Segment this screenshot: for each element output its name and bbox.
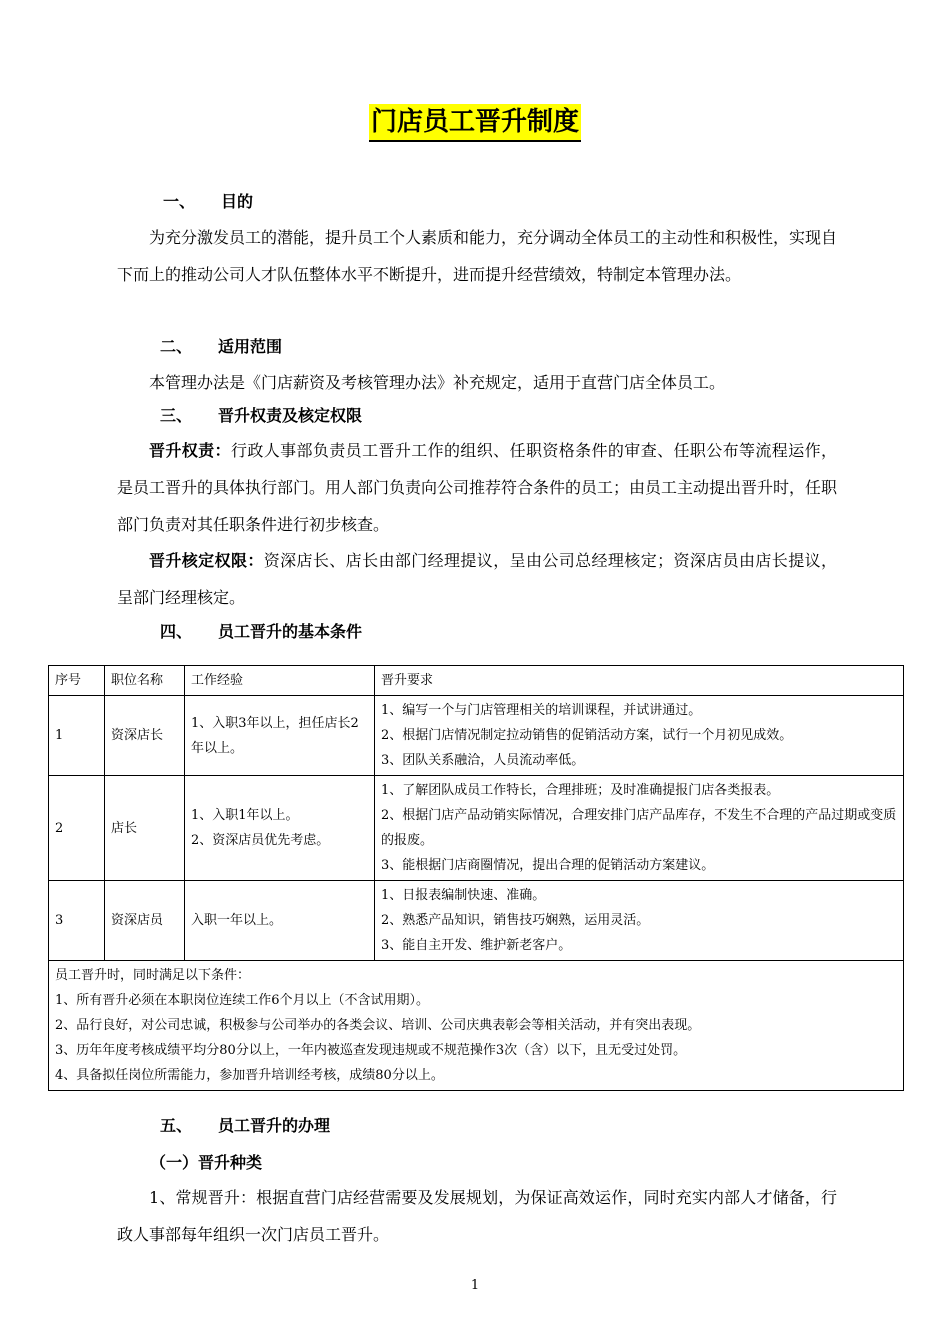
requirement-line: 1、编写一个与门店管理相关的培训课程，并试讲通过。 xyxy=(381,703,702,718)
rights-paragraph xyxy=(117,432,837,543)
cell-experience: 1、入职1年以上。 2、资深店员优先考虑。 xyxy=(185,776,375,881)
section-heading-1 xyxy=(163,191,253,213)
requirement-line: 1、日报表编制快速、准确。 xyxy=(381,888,546,903)
approval-label: 晋升核定权限： xyxy=(149,551,264,570)
section-heading-5 xyxy=(160,1115,330,1137)
section-title: 适用范围 xyxy=(218,337,283,356)
requirement-line: 3、能自主开发、维护新老客户。 xyxy=(381,938,572,953)
conditions-table xyxy=(48,665,904,1091)
requirement-line: 2、根据门店情况制定拉动销售的促销活动方案，试行一个月初见成效。 xyxy=(381,728,793,743)
scope-paragraph: 本管理办法是《门店薪资及考核管理办法》补充规定，适用于直营门店全体员工。 xyxy=(149,373,726,392)
condition-line: 1、所有晋升必须在本职岗位连续工作6个月以上（不含试用期）。 xyxy=(55,993,430,1008)
table-footer-row xyxy=(49,961,904,1091)
table-header-row xyxy=(49,666,904,696)
cell-no: 3 xyxy=(49,881,105,961)
page-number: 1 xyxy=(470,1278,480,1293)
section-title: 目的 xyxy=(221,192,254,211)
rights-label: 晋升权责： xyxy=(149,441,231,460)
subsection-heading: （一）晋升种类 xyxy=(150,1153,263,1172)
cell-requirements xyxy=(375,696,904,776)
rights-text: 行政人事部负责员工晋升工作的组织、任职资格条件的审查、任职公布等流程运作，是员工晋升的具体执行部门。用人部门负责向公司推荐符合条件的员工；由员工主动提出晋升时，任职部门负责对其任职条件进行初步核查。 xyxy=(117,441,838,534)
table-row xyxy=(49,696,904,776)
cell-experience: 入职一年以上。 xyxy=(185,881,375,961)
requirement-line: 3、能根据门店商圈情况，提出合理的促销活动方案建议。 xyxy=(381,858,715,873)
cell-experience: 1、入职3年以上，担任店长2年以上。 xyxy=(185,696,375,776)
condition-line: 员工晋升时，同时满足以下条件： xyxy=(55,968,251,983)
condition-line: 3、历年年度考核成绩平均分80分以上，一年内被巡查发现违规或不规范操作3次（含）以下，且无受过处罚。 xyxy=(55,1043,687,1058)
table-row xyxy=(49,881,904,961)
section-heading-2 xyxy=(160,336,282,358)
requirement-line: 1、了解团队成员工作特长，合理排班；及时准确提报门店各类报表。 xyxy=(381,783,780,798)
section-number: 三、 xyxy=(160,406,193,425)
condition-line: 2、品行良好，对公司忠诚，积极参与公司举办的各类会议、培训、公司庆典表彰会等相关活动，并有突出表现。 xyxy=(55,1018,701,1033)
approval-text: 资深店长、店长由部门经理提议，呈由公司总经理核定；资深店员由店长提议，呈部门经理核定。 xyxy=(117,551,837,607)
cell-no: 1 xyxy=(49,696,105,776)
cell-position: 资深店员 xyxy=(105,881,185,961)
section-title: 员工晋升的基本条件 xyxy=(218,622,363,641)
purpose-paragraph: 为充分激发员工的潜能，提升员工个人素质和能力，充分调动全体员工的主动性和积极性，实现自下而上的推动公司人才队伍整体水平不断提升，进而提升经营绩效，特制定本管理办法。 xyxy=(117,228,838,284)
cell-position: 店长 xyxy=(105,776,185,881)
header-experience: 工作经验 xyxy=(185,666,375,696)
title-wrap xyxy=(0,104,950,142)
header-requirements: 晋升要求 xyxy=(375,666,904,696)
cell-no: 2 xyxy=(49,776,105,881)
section-number: 二、 xyxy=(160,337,193,356)
document-title: 门店员工晋升制度 xyxy=(369,104,581,142)
section-number: 一、 xyxy=(163,192,196,211)
section-title: 晋升权责及核定权限 xyxy=(218,406,363,425)
requirement-line: 3、团队关系融洽，人员流动率低。 xyxy=(381,753,585,768)
approval-paragraph xyxy=(117,542,837,616)
section-heading-4 xyxy=(160,621,362,643)
cell-position: 资深店长 xyxy=(105,696,185,776)
requirement-line: 2、熟悉产品知识，销售技巧娴熟，运用灵活。 xyxy=(381,913,650,928)
condition-line: 4、具备拟任岗位所需能力，参加晋升培训经考核，成绩80分以上。 xyxy=(55,1068,444,1083)
cell-requirements xyxy=(375,776,904,881)
section-number: 五、 xyxy=(160,1116,193,1135)
section-heading-3 xyxy=(160,405,362,427)
requirement-line: 2、根据门店产品动销实际情况，合理安排门店产品库存，不发生不合理的产品过期或变质的报废。 xyxy=(381,808,897,848)
cell-requirements xyxy=(375,881,904,961)
section-number: 四、 xyxy=(160,622,193,641)
header-no: 序号 xyxy=(49,666,105,696)
section-title: 员工晋升的办理 xyxy=(218,1116,331,1135)
header-position: 职位名称 xyxy=(105,666,185,696)
common-conditions-cell xyxy=(49,961,904,1091)
table-row xyxy=(49,776,904,881)
regular-promotion-paragraph: 1、常规晋升：根据直营门店经营需要及发展规划，为保证高效运作，同时充实内部人才储备，行政人事部每年组织一次门店员工晋升。 xyxy=(117,1188,837,1244)
